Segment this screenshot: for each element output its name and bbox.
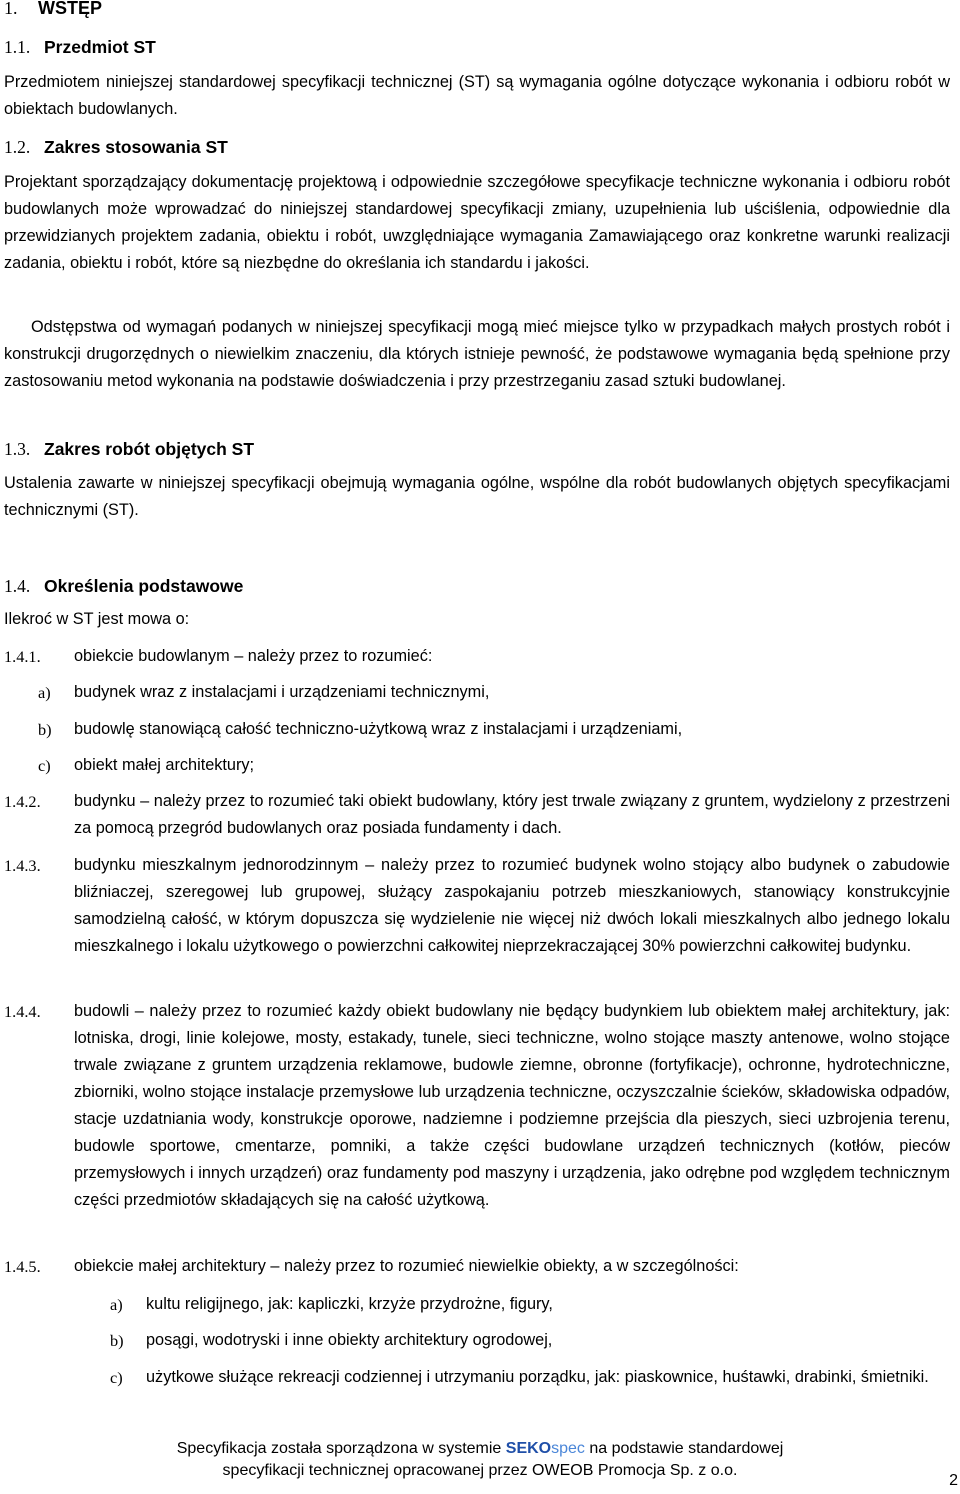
list-item — [38, 752, 838, 779]
list-text: budowlę stanowiącą całość techniczno-użytkową wraz z instalacjami i urządzeniami, — [74, 720, 683, 738]
page-number: 2 — [949, 1472, 958, 1489]
list-text: posągi, wodotryski i inne obiekty architektury ogrodowej, — [146, 1331, 553, 1349]
list-label: c) — [110, 1368, 123, 1387]
definition-1-4-4 — [4, 998, 950, 1214]
definition-number: 1.4.2. — [4, 792, 41, 811]
brand-part-a: SEKO — [505, 1440, 552, 1457]
list-item — [110, 1364, 950, 1391]
definition-1-4-2 — [4, 788, 950, 842]
definition-number: 1.4.3. — [4, 856, 41, 875]
section-heading-1-3 — [4, 436, 254, 463]
list-text: obiekt małej architektury; — [74, 756, 255, 774]
section-number: 1.2. — [4, 137, 31, 157]
list-item — [110, 1327, 950, 1354]
definition-text: obiekcie małej architektury – należy przez to rozumieć niewielkie obiekty, a w szczególności: — [74, 1257, 739, 1275]
section-heading-1-4 — [4, 573, 243, 600]
brand-part-b: spec — [551, 1440, 585, 1457]
footer-text-post: na podstawie standardowej — [589, 1440, 784, 1457]
section-title: WSTĘP — [38, 0, 103, 18]
list-text: użytkowe służące rekreacji codziennej i utrzymaniu porządku, jak: piaskownice, huśtawki, drabinki, śmietniki. — [146, 1368, 929, 1386]
list-item — [38, 716, 838, 743]
footer — [0, 1438, 960, 1482]
definition-number: 1.4.5. — [4, 1257, 41, 1276]
definition-1-4-3 — [4, 852, 950, 960]
definition-1-4-1 — [4, 643, 950, 670]
footer-line-2: specyfikacji technicznej opracowanej przez OWEOB Promocja Sp. z o.o. — [222, 1462, 738, 1479]
list-item — [38, 679, 838, 706]
section-title: Zakres stosowania ST — [44, 137, 228, 157]
definition-text: budowli – należy przez to rozumieć każdy obiekt budowlany nie będący budynkiem lub obiektem małej architektury, jak: lotniska, drogi, linie kolejowe, mosty, estakady, tunele, sieci techniczne, wolno stojące maszty antenowe, wolno stojące trwale związane z gruntem urządzenia reklamowe, budowle ziemne, obronne (fortyfikacje), ochronne, hydrotechniczne, zbiorniki, wolno stojące instalacje przemysłowe lub urządzenia techniczne, oczyszczalnie ścieków, składowiska odpadów, stacje uzdatniania wody, konstrukcje oporowe, nadziemne i podziemne przejścia dla pieszych, sieci uzbrojenia terenu, budowle sportowe, cmentarze, pomniki, a także części budowlane urządzeń technicznych (kotłów, pieców przemysłowych i innych urządzeń) oraz fundamenty pod maszyny i urządzenia, jako odrębne pod względem technicznym części przedmiotów składających się na całość użytkową. — [74, 1002, 950, 1209]
section-number: 1.3. — [4, 439, 31, 459]
definition-text: obiekcie budowlanym – należy przez to rozumieć: — [74, 647, 433, 665]
definition-text: budynku – należy przez to rozumieć taki obiekt budowlany, który jest trwale związany z gruntem, wydzielony z przestrzeni za pomocą przegród budowlanych oraz posiada fundamenty i dach. — [74, 792, 950, 837]
section-title: Przedmiot ST — [44, 37, 156, 57]
definition-1-4-5 — [4, 1253, 950, 1280]
definition-number: 1.4.1. — [4, 647, 41, 666]
section-number: 1.1. — [4, 37, 31, 57]
paragraph-1-2-a: Projektant sporządzający dokumentację projektową i odpowiednie szczegółowe specyfikacje techniczne wykonania i odbioru robót budowlanych może wprowadzać do niniejszej standardowej specyfikacji zmiany, uzupełnienia lub uściślenia, odpowiednie dla przewidzianych projektem zadania, obiektu i robót, uwzględniające wymagania Zamawiającego oraz konkretne warunki realizacji zadania, obiektu i robót, które są niezbędne do określania ich standardu i jakości. — [4, 173, 950, 272]
section-title: Zakres robót objętych ST — [44, 439, 255, 459]
section-number: 1. — [4, 0, 18, 18]
list-item — [110, 1291, 950, 1318]
list-label: a) — [38, 683, 51, 702]
footer-text-pre: Specyfikacja została sporządzona w systemie — [176, 1440, 502, 1457]
definition-number: 1.4.4. — [4, 1002, 41, 1021]
section-title: Określenia podstawowe — [44, 576, 244, 596]
list-label: c) — [38, 756, 51, 775]
section-heading-1-2 — [4, 134, 228, 161]
list-text: kultu religijnego, jak: kapliczki, krzyże przydrożne, figury, — [146, 1295, 553, 1313]
section-heading-1 — [4, 0, 102, 22]
paragraph-1-3: Ustalenia zawarte w niniejszej specyfikacji obejmują wymagania ogólne, wspólne dla robót budowlanych objętych specyfikacjami technicznymi (ST). — [4, 474, 950, 519]
brand-logo — [506, 1440, 585, 1457]
list-text: budynek wraz z instalacjami i urządzeniami technicznymi, — [74, 683, 490, 701]
paragraph-1-1: Przedmiotem niniejszej standardowej specyfikacji technicznej (ST) są wymagania ogólne dotyczące wykonania i odbioru robót w obiektach budowlanych. — [4, 73, 950, 118]
section-number: 1.4. — [4, 576, 31, 596]
footer-line-1 — [0, 1438, 960, 1460]
list-label: b) — [110, 1331, 124, 1350]
paragraph-1-4-intro: Ilekroć w ST jest mowa o: — [4, 610, 190, 628]
section-heading-1-1 — [4, 34, 156, 61]
list-label: a) — [110, 1295, 123, 1314]
definition-text: budynku mieszkalnym jednorodzinnym – należy przez to rozumieć budynek wolno stojący albo budynek o zabudowie bliźniaczej, szeregowej lub grupowej, służący zaspokajaniu potrzeb mieszkaniowych, stanowiący konstrukcyjnie samodzielną całość, w którym dopuszcza się wydzielenie nie więcej niż dwóch lokali mieszkalnych albo jednego lokalu mieszkalnego i lokalu użytkowego o powierzchni całkowitej nieprzekraczającej 30% powierzchni całkowitej budynku. — [74, 856, 950, 955]
list-label: b) — [38, 720, 52, 739]
paragraph-1-2-b: Odstępstwa od wymagań podanych w niniejszej specyfikacji mogą mieć miejsce tylko w przypadkach małych prostych robót i konstrukcji drugorzędnych o niewielkim znaczeniu, dla których istnieje pewność, że podstawowe wymagania będą spełnione przy zastosowaniu metod wykonania na podstawie doświadczenia i przy przestrzeganiu zasad sztuki budowlanej. — [4, 318, 950, 390]
